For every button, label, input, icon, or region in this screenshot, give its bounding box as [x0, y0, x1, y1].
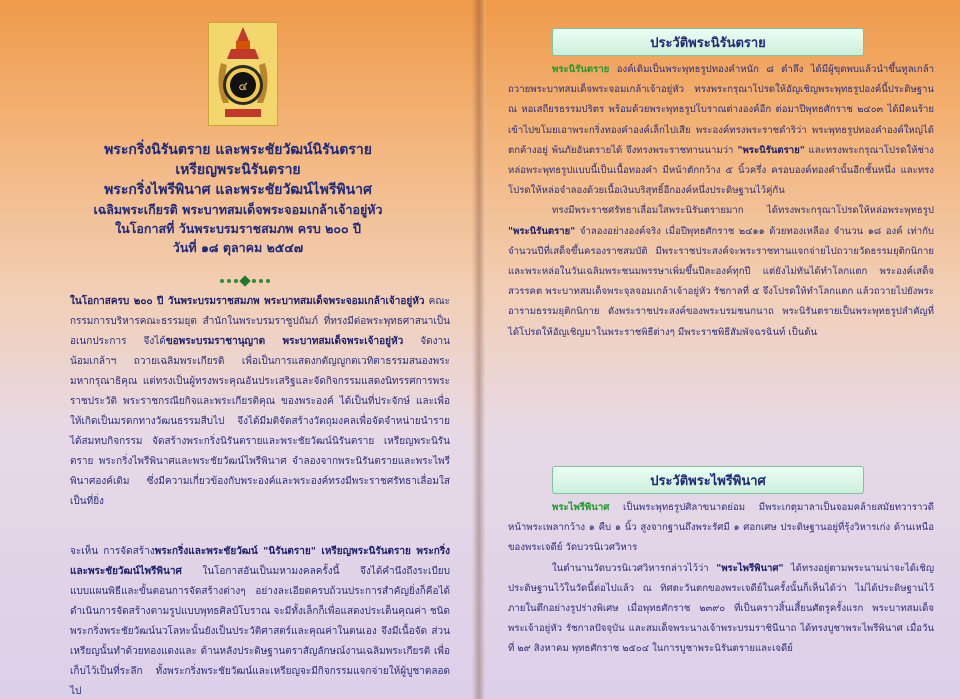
left-page	[0, 0, 478, 699]
s2-bold-2: "พระไพรีพินาศ"	[708, 562, 784, 574]
s1-text-2: และทรงพระกรุณาโปรดให้ช่างหล่อพระพุทธรูปแบบนี้เป็นเนื้อทองคำ มีหน้าตักกว้าง ๕ นิ้วครึ่ง ครอบองค์ทองคำนั้นอีกชั้นหนึ่ง และทรงโปรดให้หล่อจำลองด้วยเนื้อเงินบริสุทธิ์อีกองค์หนึ่งประดิษฐานไว้คู่กัน	[508, 144, 934, 197]
header-line-2: เหรียญพระนิรันตราย	[175, 162, 301, 178]
emblem-graphic	[209, 23, 277, 125]
right-s2-para-1	[508, 498, 934, 559]
right-section-2-body	[508, 498, 934, 660]
para1-bold-1: ขอพระบรมราชานุญาต พระบาทสมเด็จพระเจ้าอยู่หัว	[165, 336, 404, 347]
header-line-1: พระกริ่งนิรันตราย และพระชัยวัฒน์นิรันตราย	[104, 142, 372, 158]
right-section-1-body	[508, 60, 934, 343]
s2-para2: ในตำนานวัดบวรนิเวศวิหารกล่าวไว้ว่า	[552, 562, 709, 574]
s2-text-1: เป็นพระพุทธรูปศิลาขนาดย่อม มีพระเกตุมาลาเป็นจอมคล้ายสมัยทวาราวดี หน้าพระเพลากว้าง ๑ คืบ ๑ นิ้ว สูงจากฐานถึงพระรัศมี ๑ ศอกเศษ ประดิษฐานอยู่ที่รุ้งวิหารเก่ง ด้านเหนือของพระเจดีย์ วัดบวรนิเวศวิหาร	[508, 502, 934, 554]
left-paragraph-2	[26, 542, 450, 699]
s1-text-1: องค์เดิมเป็นพระพุทธรูปทองคำหนัก ๘ ตำลึง ได้มีผู้ขุดพบแล้วนำขึ้นทูลเกล้าถวายพระบาทสมเด็จพระจอมเกล้าเจ้าอยู่หัว ทรงพระกรุณาโปรดให้อัญเชิญพระพุทธรูปองค์นี้ประดิษฐาน ณ หอเสถียรธรรมปริตร พร้อมด้วยพระพุทธรูปโบราณต่างองค์อีก ต่อมาปีพุทธศักราช ๒๔๐๓ ได้มีคนร้ายเข้าไปขโมยเอาพระกริ่งทองคำองค์เล็กไปเสีย พระองค์ทรงพระราชดำริว่า พระพุทธรูปทองคำองค์ใหญ่ได้ตกค้างอยู่ พ้นภัยอันตรายได้ จึงทรงพระราชทานนามว่า	[508, 64, 934, 156]
header-line-5: ในโอกาสที่ วันพระบรมราชสมภพ ครบ ๒๐๐ ปี	[115, 221, 361, 236]
header-line-6: วันที่ ๑๘ ตุลาคม ๒๕๔๗	[172, 240, 304, 255]
s1-bold-2: "พระนิรันตราย"	[508, 225, 576, 237]
para2-text-1: ในโอกาสอันเป็นมหามงคลครั้งนี้ จึงได้คำนึงถึงระเบียบแบบแผนพิธีและขั้นตอนการจัดสร้างต่างๆ อย่างละเอียดครบถ้วนประการสำคัญยิ่งก็คือได้ดำเนินการจัดสร้างตามรูปแบบพุทธศิลป์โบราณ จะมีทั้งเล็กก็เพื่อแสดงประเด็นคุณค่า ชนิดพระกริ่งพระชัยวัฒน์นวโลหะนั้นยังเป็นประวัติศาสตร์และคุณค่าในตนเอง จึงมีเนื้อจัด ส่วนเหรียญนั้นทำด้วยทองแดงและ ด้านหลังประดิษฐานตราสัญลักษณ์งานเฉลิมพระเกียรติ เพื่อเก็บไว้เป็นที่ระลึก ทั้งพระกริ่งพระชัยวัฒน์และเหรียญจะมีกิจกรรมแจกจ่ายให้ผู้บูชาตลอดไป	[70, 566, 450, 697]
s1-para2b: จำลองอย่างองค์จริง เมื่อปีพุทธศักราช ๒๔๑๑ ด้วยทองเหลือง จำนวน ๑๘ องค์ เท่ากับจำนวนปีที่เสด็จขึ้นครองราชสมบัติ มีพระราชประสงค์จะพระราชทานแจกจ่ายไปถวายวัดธรรมยุติกนิกาย และพระหล่อในวันเฉลิมพระชนมพรรษาเพิ่มขึ้นปีละองค์ทุกปี แต่ยังไม่ทันได้ทำโลกแตก พระองค์เสด็จสวรรคต พระบาทสมเด็จพระจุลจอมเกล้าเจ้าอยู่หัว รัชกาลที่ ๕ จึงโปรดให้ทำโลกแตก แล้วถวายไปยังพระอารามธรรมยุติกนิกาย ดังพระราชประสงค์ของพระบรมชนกนาถ พระนิรันตรายเป็นพระพุทธรูปสำคัญที่ได้โปรดให้อัญเชิญมาในพระราชพิธีต่างๆ มีพระราชพิธีสัมพัจฉรฉินท์ เป็นต้น	[508, 225, 934, 338]
s1-bold-1: "พระนิรันตราย"	[733, 144, 805, 156]
section-title-niranthrai: ประวัติพระนิรันตราย	[552, 28, 864, 56]
para1-lead: ในโอกาสครบ ๒๐๐ ปี วันพระบรมราชสมภพ พระบาทสมเด็จพระจอมเกล้าเจ้าอยู่หัว	[70, 296, 425, 307]
s2-para2b: ได้ทรงอยู่ตามพระนามน่าจะได้เชิญประดิษฐานไว้ในวัดนี้ต่อไปแล้ว ณ ทิศตะวันตกของพระเจดีย์ในครั้งนั้นก็เห็นได้ว่า ไม่ได้ประดิษฐานไว้ภายในตึกอย่างรูปร่างพิเศษ เมื่อพุทธศักราช ๒๓๙๐ ที่เป็นคราวสิ้นเสี้ยนศัตรูครั้งแรก พระบาทสมเด็จพระเจ้าอยู่หัว รัชกาลปัจจุบัน และสมเด็จพระนางเจ้าพระบรมราชินีนาถ ได้ทรงบูชาพระไพรีพินาศ เมื่อวันที่ ๒๙ สิงหาคม พุทธศักราช ๒๕๐๔ ในการบูชาพระนิรันตรายและเจดีย์	[508, 562, 934, 655]
right-s1-para-2	[508, 201, 934, 342]
header-line-4: เฉลิมพระเกียรติ พระบาทสมเด็จพระจอมเกล้าเจ้าอยู่หัว	[93, 202, 383, 217]
s1-lead: พระนิรันตราย	[552, 64, 610, 75]
right-s1-para-1	[508, 60, 934, 201]
left-paragraph-1	[26, 292, 450, 512]
svg-text:๔: ๔	[238, 79, 248, 93]
para2-lead: จะเห็น การจัดสร้าง	[70, 546, 155, 557]
s1-para2: ทรงมีพระราชศรัทธาเลื่อมใสพระนิรันตรายมาก ได้ทรงพระกรุณาโปรดให้หล่อพระพุทธรูป	[552, 205, 934, 217]
header-line-3: พระกริ่งไพรีพินาศ และพระชัยวัฒน์ไพรีพินาศ	[104, 182, 372, 198]
para2-bold-1: พระกริ่งและพระชัยวัฒน์ "นิรันตราย" เหรียญพระนิรันตราย พระกริ่งและพระชัยวัฒน์ไพรีพินาศ	[70, 546, 451, 577]
para1-text-2: จัดงานน้อมเกล้าฯ ถวายเฉลิมพระเกียรติ เพื่อเป็นการแสดงกตัญญูกตเวทิตาธรรมสนองพระมหากรุณาธิคุณ แต่ทรงเป็นผู้ทรงพระคุณอันประเสริฐและจัดกิจกรรมแสดงนิทรรศการพระราชประวัติ พระราชกรณียกิจและพระเกียรติคุณ ของพระองค์ ได้เป็นที่ประจักษ์ และเพื่อให้เกิดเป็นมรดกทางวัฒนธรรมสืบไป จึงได้มีมติจัดสร้างวัตถุมงคลเพื่อจัดจำหน่ายนำรายได้สมทบกิจกรรม จัดสร้างพระกริ่งนิรันตรายและพระชัยวัฒน์นิรันตราย เหรียญพระนิรันตราย พระกริ่งไพรีพินาศและพระชัยวัฒน์ไพรีพินาศ จำลองจากพระนิรันตรายและพระไพรีพินาศองค์เดิม ซึ่งมีความเกี่ยวข้องกับพระองค์และพระองค์ทรงมีพระราชศรัทธาเลื่อมใสเป็นที่ยิ่ง	[70, 336, 451, 507]
royal-emblem-icon	[208, 22, 278, 126]
right-s2-para-2	[508, 559, 934, 660]
para1-text-1: คณะกรรมการบริหารคณะธรรมยุต สำนักในพระบรมราชูปถัมภ์ ที่ทรงมีต่อพระพุทธศาสนาเป็นอเนกประการ จึงได้	[70, 296, 450, 347]
left-header	[26, 140, 450, 257]
ornament-divider	[215, 277, 275, 285]
section-title-phairiphinat: ประวัติพระไพรีพินาศ	[552, 466, 864, 494]
s2-lead: พระไพรีพินาศ	[552, 502, 610, 513]
